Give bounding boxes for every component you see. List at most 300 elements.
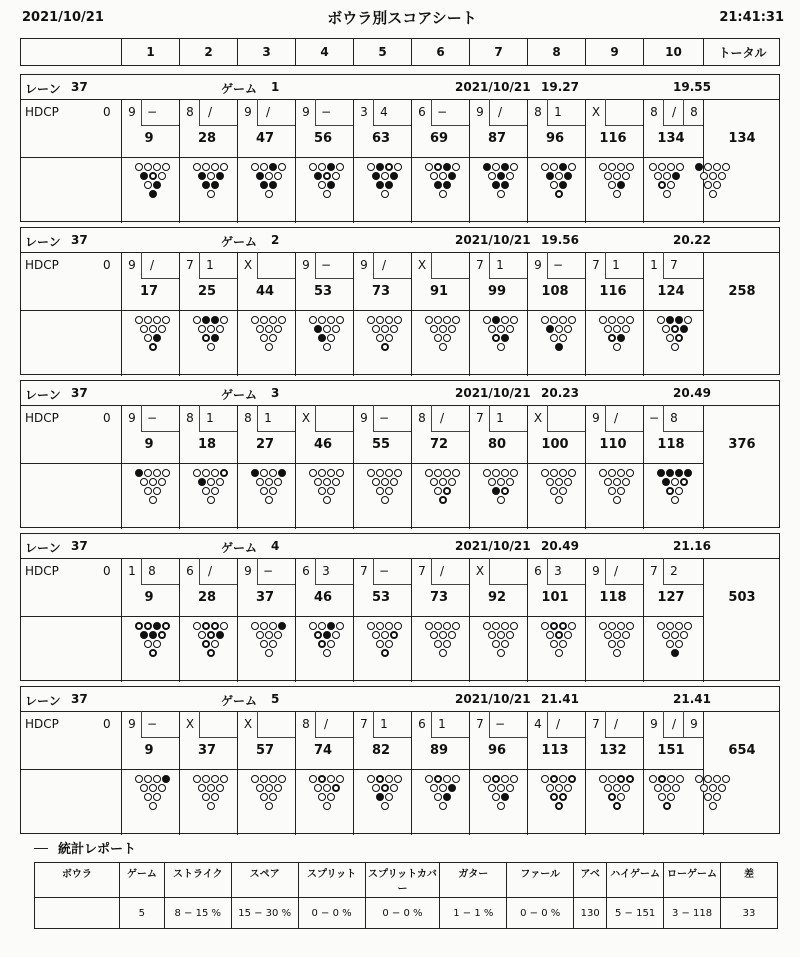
game-label: ゲーム [221,235,258,249]
pin [309,316,317,324]
pin [666,640,674,648]
pin [153,469,161,477]
roll-box-base [663,125,703,126]
pin [153,775,161,783]
pin [265,343,273,351]
game-number: 3 [271,386,280,400]
hdcp-label: HDCP [25,717,59,731]
roll-box-base [431,125,469,126]
pin [675,487,683,495]
roll-box [373,252,374,278]
pin [497,802,505,810]
pin [144,793,152,801]
pin [153,793,161,801]
roll-mark: / [439,411,445,425]
pin [434,793,442,801]
pin [193,775,201,783]
stats-value-0 [35,898,120,929]
pin [550,622,558,630]
pin [709,172,717,180]
pin [220,469,228,477]
stats-table [34,862,778,929]
pin-diagram [193,622,243,672]
roll-mark: − [378,564,390,578]
pin [497,325,505,333]
pin [497,190,505,198]
pin [626,622,634,630]
pin [704,163,712,171]
frame-divider [121,711,122,835]
pin [158,172,166,180]
pin [260,640,268,648]
pin [144,316,152,324]
roll-mark: 7 [418,564,426,578]
roll-box [663,711,664,737]
roll-box-base [547,278,585,279]
pin [452,163,460,171]
roll-box-base [547,431,585,432]
pin [613,496,621,504]
pin-diagram [483,163,533,213]
game-number: 1 [271,80,280,94]
pin [568,163,576,171]
game-header [21,381,779,406]
roll-box [199,99,200,125]
roll-box [547,405,548,431]
pin [550,181,558,189]
pin [663,784,671,792]
roll-mark: 6 [302,564,310,578]
pin [671,496,679,504]
roll-mark: 9 [690,717,698,731]
stats-header-7: ファール [507,863,574,898]
pin [617,793,625,801]
pin [671,325,679,333]
pin-diagram [657,469,707,519]
pin [492,622,500,630]
pin [318,775,326,783]
pin [202,640,210,648]
pin-diagram [425,316,475,366]
pin [649,163,657,171]
frame-header-7: 7 [469,39,527,65]
pin [372,478,380,486]
pin [434,334,442,342]
pin [608,469,616,477]
pin [211,316,219,324]
pin [425,775,433,783]
pin [265,325,273,333]
pin [336,775,344,783]
frame-score: 55 [371,437,391,452]
pin [193,163,201,171]
roll-mark: − [262,564,274,578]
roll-box [663,558,664,584]
roll-box-base [315,125,353,126]
pin [202,334,210,342]
roll-mark: 8 [244,411,252,425]
pin-diagram-extra [695,163,745,213]
pin-diagram [599,622,649,672]
pin [376,334,384,342]
pin [555,172,563,180]
pin [269,469,277,477]
hdcp-label: HDCP [25,258,59,272]
pin [390,172,398,180]
pin [251,316,259,324]
pin [216,784,224,792]
pin [162,316,170,324]
pin [613,784,621,792]
game-block [20,686,780,834]
pin [713,163,721,171]
roll-box [141,252,142,278]
pin [381,190,389,198]
hdcp-label: HDCP [25,564,59,578]
pin [274,325,282,333]
pin [376,487,384,495]
pin [541,163,549,171]
pin [202,163,210,171]
roll-mark: / [497,105,503,119]
pin [309,469,317,477]
pin [202,487,210,495]
pin [617,640,625,648]
lane-label: レーン [25,694,61,708]
stats-header-3: スペア [231,863,298,898]
pin [269,181,277,189]
pin [448,631,456,639]
roll-mark: / [613,411,619,425]
pin [671,343,679,351]
pin [153,163,161,171]
pin [439,802,447,810]
pin-diagram [425,622,475,672]
pin [559,640,567,648]
pin-diagram [367,469,417,519]
roll-mark: X [417,258,427,272]
lane-label: レーン [25,235,61,249]
pin [149,343,157,351]
roll-mark: 6 [534,564,542,578]
roll-mark: 8 [186,411,194,425]
roll-mark: / [671,717,677,731]
roll-mark: 8 [302,717,310,731]
pin [216,478,224,486]
game-label: ゲーム [221,541,258,555]
pin [327,316,335,324]
pin [510,622,518,630]
roll-box [199,711,200,737]
pin-diagram [251,775,301,825]
pin [385,640,393,648]
pin-diagram [309,469,359,519]
pin [327,181,335,189]
roll-box [431,99,432,125]
roll-mark: 1 [264,411,272,425]
game-end: 21.41 [673,692,711,706]
roll-box-base [373,278,411,279]
roll-mark: 8 [148,564,156,578]
pin [327,775,335,783]
stats-header-9: ハイゲーム [607,863,664,898]
pin [550,793,558,801]
frame-score: 46 [313,590,333,605]
roll-box [315,252,316,278]
roll-mark: − [146,105,158,119]
roll-box [605,405,606,431]
frame-score: 44 [255,284,275,299]
pin [448,172,456,180]
pin [430,784,438,792]
pin [211,334,219,342]
pin [327,640,335,648]
stats-header-10: ローゲーム [664,863,721,898]
pin [439,784,447,792]
roll-box [257,99,258,125]
pin [443,775,451,783]
game-number: 4 [271,539,280,553]
pin [506,631,514,639]
pin [207,172,215,180]
pin [608,487,616,495]
roll-mark: 6 [186,564,194,578]
pin [260,316,268,324]
game-block [20,533,780,681]
frame-score: 89 [429,743,449,758]
game-header [21,228,779,253]
roll-mark: 9 [244,564,252,578]
pin [135,469,143,477]
pin [510,775,518,783]
pin [376,793,384,801]
frame-header-10: 10 [643,39,703,65]
pin [251,469,259,477]
pin [274,784,282,792]
frame-header-9: 9 [585,39,643,65]
pin [256,478,264,486]
roll-mark: 6 [418,105,426,119]
pin [158,784,166,792]
pin [149,325,157,333]
roll-box [315,558,316,584]
roll-box [683,99,684,125]
roll-mark: 9 [302,258,310,272]
pin [617,316,625,324]
frame-score: 47 [255,131,275,146]
pin [269,487,277,495]
roll-mark: X [533,411,543,425]
pin [439,478,447,486]
pin [323,496,331,504]
pin [327,163,335,171]
pin [265,172,273,180]
pin [269,793,277,801]
pin [675,316,683,324]
roll-box-base [663,431,703,432]
pin [211,163,219,171]
roll-box-base [663,278,703,279]
roll-box-base [663,737,703,738]
stats-value-3: 15 − 30 % [231,898,298,929]
pin [546,478,554,486]
pin [327,487,335,495]
sheet-title: ボウラ別スコアシート [327,9,477,27]
pin [376,775,384,783]
pin [211,793,219,801]
pin [198,325,206,333]
pin-diagram [425,163,475,213]
pin [662,478,670,486]
pin [207,649,215,657]
roll-box [547,558,548,584]
pin-diagram [309,622,359,672]
roll-mark: 8 [534,105,542,119]
pin [448,784,456,792]
pin [372,784,380,792]
pin [617,334,625,342]
pin [318,334,326,342]
pin [541,622,549,630]
hdcp-value: 0 [103,105,111,119]
roll-box-base [547,737,585,738]
stats-header-8: アベ [574,863,607,898]
pin [385,469,393,477]
pin [608,163,616,171]
roll-box [605,558,606,584]
pin [251,163,259,171]
pin [372,325,380,333]
game-date: 2021/10/21 [455,692,531,706]
pin [675,622,683,630]
pin [153,316,161,324]
pin [207,802,215,810]
roll-box [199,252,200,278]
roll-box [141,711,142,737]
pin [564,784,572,792]
hdcp-label: HDCP [25,411,59,425]
pin [323,631,331,639]
pin [269,775,277,783]
pin [555,802,563,810]
roll-box [431,252,432,278]
pin [488,784,496,792]
game-start: 21.41 [541,692,579,706]
game-block [20,74,780,222]
roll-box [257,558,258,584]
pin [672,172,680,180]
pin [599,469,607,477]
frame-score: 96 [545,131,565,146]
pin [555,343,563,351]
roll-box-base [141,584,179,585]
pin [541,469,549,477]
pin [269,622,277,630]
pin-diagram [251,622,301,672]
roll-mark: X [301,411,311,425]
pin [309,163,317,171]
pin [613,802,621,810]
roll-mark: 3 [360,105,368,119]
pin [613,190,621,198]
pin [684,622,692,630]
roll-box-base [605,737,643,738]
roll-mark: − [320,105,332,119]
pin [680,631,688,639]
pin-diagram [541,163,591,213]
pin [443,469,451,477]
roll-box [431,558,432,584]
pin [323,190,331,198]
frame-score: 9 [144,131,154,146]
pin [394,163,402,171]
pin [211,181,219,189]
pin [211,775,219,783]
pin [657,469,665,477]
pin [149,631,157,639]
pin [140,784,148,792]
pin [604,172,612,180]
pin-diagram [599,469,649,519]
roll-mark: X [185,717,195,731]
stats-value-7: 0 − 0 % [507,898,574,929]
pin [700,172,708,180]
pin [158,325,166,333]
pin [497,631,505,639]
roll-box [315,405,316,431]
frame-divider [121,99,122,223]
pin [622,478,630,486]
roll-mark: 8 [690,105,698,119]
pin [667,793,675,801]
pin [336,622,344,630]
roll-mark: − [378,411,390,425]
roll-box-base [141,737,179,738]
game-block [20,227,780,375]
pin [492,316,500,324]
roll-box-base [489,278,527,279]
pin [713,775,721,783]
lane-label: レーン [25,82,61,96]
pin [617,163,625,171]
pin [671,631,679,639]
pin [497,496,505,504]
pin [381,631,389,639]
roll-mark: 7 [360,717,368,731]
pin [265,631,273,639]
pin [568,775,576,783]
roll-mark: − [146,717,158,731]
pin [662,325,670,333]
frame-score: 37 [255,590,275,605]
pin [443,316,451,324]
pin [434,775,442,783]
frame-header-3: 3 [237,39,295,65]
pin [162,775,170,783]
roll-mark: 9 [650,717,658,731]
game-label: ゲーム [221,694,258,708]
pin [269,163,277,171]
pin [153,487,161,495]
pin-diagram [541,622,591,672]
pin [626,163,634,171]
game-number: 5 [271,692,280,706]
roll-box-base [315,278,353,279]
pin [278,469,286,477]
pin [278,775,286,783]
pin [269,334,277,342]
pin [274,478,282,486]
